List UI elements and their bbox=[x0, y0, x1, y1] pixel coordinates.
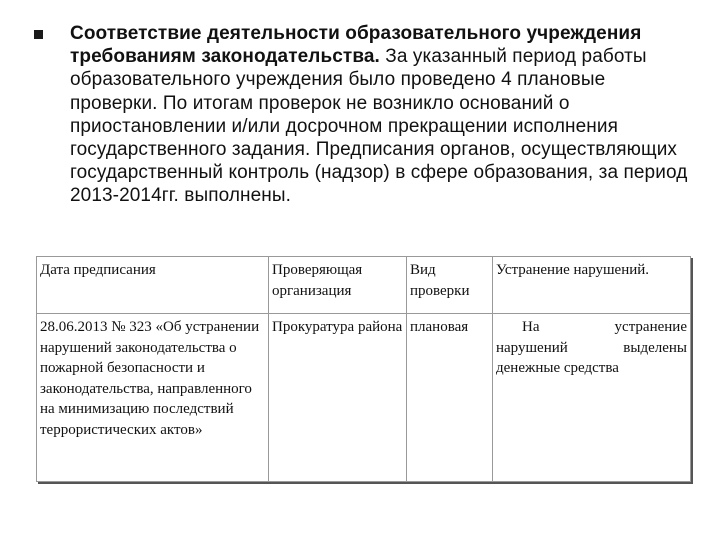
paragraph bbox=[70, 22, 698, 208]
cell-type: плановая bbox=[407, 314, 493, 482]
bullet-marker bbox=[34, 30, 43, 39]
paragraph-bold-lead: Соответствие деятельности образовательного учреждения требованиям законодательства. bbox=[70, 23, 642, 68]
header-fix: Устранение нарушений. bbox=[493, 257, 691, 314]
cell-date: 28.06.2013 № 323 «Об устранении нарушений законодательства о пожарной безопасности и законодательства, направленного на минимизацию последствий террористических актов» bbox=[37, 314, 269, 482]
table-header-row bbox=[37, 257, 691, 314]
cell-fix: На устранение нарушений выделены денежные средства bbox=[493, 314, 691, 482]
paragraph-body: За указанный период работы образовательного учреждения было проведено 4 плановые проверки. По итогам проверок не возникло оснований о приостановлении и/или досрочном прекращении исполнения государственного задания. Предписания органов, осуществляющих государственный контроль (надзор) в сфере образования, за период 2013-2014гг. выполнены. bbox=[70, 46, 688, 207]
header-org: Проверяющая организация bbox=[269, 257, 407, 314]
inspection-table bbox=[36, 256, 691, 482]
cell-org: Прокуратура района bbox=[269, 314, 407, 482]
header-date: Дата предписания bbox=[37, 257, 269, 314]
header-type: Вид проверки bbox=[407, 257, 493, 314]
table-row bbox=[37, 314, 691, 482]
